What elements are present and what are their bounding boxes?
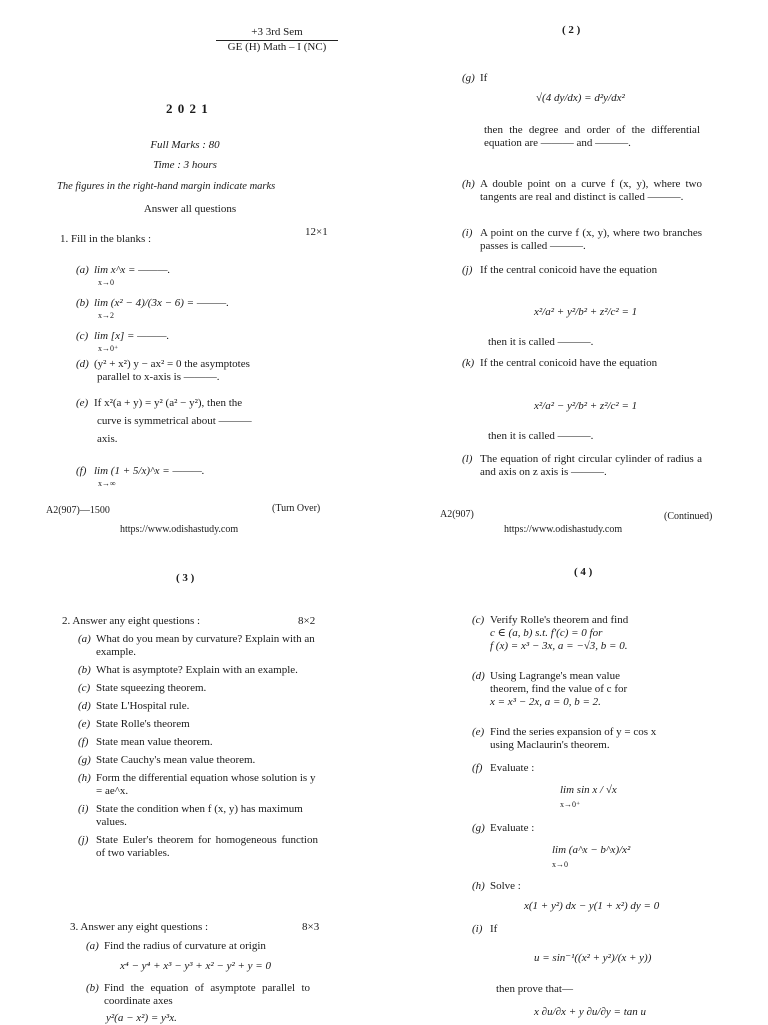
item-3h-equation: x(1 + y²) dx − y(1 + x²) dy = 0 xyxy=(524,900,660,912)
item-1a: (a) lim x^x = ———. xyxy=(76,264,171,276)
item-1c-sub: x→0⁺ xyxy=(98,344,119,353)
item-3a-equation: x⁴ − y⁴ + x³ − y³ + x² − y² + y = 0 xyxy=(120,960,271,972)
question-2-list xyxy=(78,633,318,865)
list-item: (h) Form the differential equation whose solution is y = ae^x. xyxy=(78,772,316,797)
item-1j-equation: x²/a² + y²/b² + z²/c² = 1 xyxy=(534,306,638,318)
item-1b: (b) lim (x² − 4)/(3x − 6) = ———. xyxy=(76,297,229,309)
item-1k-equation: x²/a² − y²/b² + z²/c² = 1 xyxy=(534,400,638,412)
item-1k: (k) If the central conicoid have the equation xyxy=(462,357,658,369)
item-1j: (j) If the central conicoid have the equation xyxy=(462,264,658,276)
item-1d: (d) (y² + x²) y − ax² = 0 the asymptotes parallel to x-axis is ———. xyxy=(76,358,250,383)
page-4 xyxy=(384,540,768,1024)
item-3e: (e) Find the series expansion of y = cos x using Maclaurin's theorem. xyxy=(472,726,657,751)
item-1f-sub: x→∞ xyxy=(98,479,116,488)
item-1g-label: (g) If xyxy=(462,72,488,84)
list-item: (g) State Cauchy's mean value theorem. xyxy=(78,754,256,766)
page-number: ( 2 ) xyxy=(562,24,581,36)
course-code: GE (H) Math – I (NC) xyxy=(227,41,327,53)
item-3a: (a) Find the radius of curvature at origin xyxy=(86,940,266,952)
item-1a-sub: x→0 xyxy=(98,278,114,287)
list-item: (c) State squeezing theorem. xyxy=(78,682,207,694)
page-1 xyxy=(0,0,384,516)
list-item: (e) State Rolle's theorem xyxy=(78,718,190,730)
item-3i: (i) If xyxy=(472,923,498,935)
page-number: ( 3 ) xyxy=(176,572,195,584)
item-3f-equation: lim sin x / √x xyxy=(560,784,617,796)
list-item: (a) What do you mean by curvature? Explain with an example. xyxy=(78,633,315,658)
semester-label: +3 3rd Sem xyxy=(251,26,303,38)
watermark-url-1: https://www.odishastudy.com xyxy=(120,524,239,535)
item-1g-text: then the degree and order of the differential equation are ——— and ———. xyxy=(484,124,700,149)
item-1g-equation: √(4 dy/dx) = d²y/dx² xyxy=(536,92,625,104)
item-3i-then: then prove that— xyxy=(496,983,573,995)
item-1i: (i) A point on the curve f (x, y), where two branches passes is called ———. xyxy=(462,227,702,252)
question-1: 1. Fill in the blanks : xyxy=(60,233,152,245)
question-2: 2. Answer any eight questions : xyxy=(62,615,201,627)
answer-all-note: Answer all questions xyxy=(143,203,237,215)
item-1f: (f) lim (1 + 5/x)^x = ———. xyxy=(76,465,205,477)
item-3c: (c) Verify Rolle's theorem and find c ∈ (a, b) s.t. f′(c) = 0 for f (x) = x³ − 3x, a = −√3, b = 0. xyxy=(472,614,629,652)
list-item: (b) What is asymptote? Explain with an example. xyxy=(78,664,298,676)
footer-code: A2(907) xyxy=(440,509,474,520)
watermark-url-2: https://www.odishastudy.com xyxy=(504,524,623,535)
item-1l: (l) The equation of right circular cylinder of radius a and axis on z axis is ———. xyxy=(462,453,702,478)
margin-note: The figures in the right-hand margin indicate marks xyxy=(57,181,276,192)
item-3b-equation: y²(a − x²) = y³x. xyxy=(106,1012,177,1024)
item-3d: (d) Using Lagrange's mean value theorem, find the value of c for x = x³ − 2x, a = 0, b = 2. xyxy=(472,670,628,708)
page-3 xyxy=(0,540,384,1024)
page-number: ( 4 ) xyxy=(574,566,593,578)
item-1h: (h) A double point on a curve f (x, y), where two tangents are real and distinct is called ———. xyxy=(462,178,702,203)
footer-turn-over: (Turn Over) xyxy=(272,503,321,514)
list-item: (d) State L'Hospital rule. xyxy=(78,700,190,712)
page-2 xyxy=(384,0,768,522)
list-item: (j) State Euler's theorem for homogeneous function of two variables. xyxy=(78,834,318,859)
item-3f-sub: x→0⁺ xyxy=(560,800,581,809)
item-3i-prove: x ∂u/∂x + y ∂u/∂y = tan u xyxy=(534,1006,647,1018)
question-3: 3. Answer any eight questions : xyxy=(70,921,209,933)
list-item: (f) State mean value theorem. xyxy=(78,736,213,748)
list-item: (i) State the condition when f (x, y) has maximum values. xyxy=(78,803,303,828)
question-3-marks: 8×3 xyxy=(302,921,320,933)
item-3h: (h) Solve : xyxy=(472,880,521,892)
item-1j-then: then it is called ———. xyxy=(488,336,594,348)
item-1c: (c) lim [x] = ———. xyxy=(76,330,170,342)
item-3b: (b) Find the equation of asymptote parallel to coordinate axes xyxy=(86,982,310,1007)
item-3i-equation: u = sin⁻¹((x² + y²)/(x + y)) xyxy=(534,952,652,964)
question-1-marks: 12×1 xyxy=(305,226,328,238)
item-3g: (g) Evaluate : xyxy=(472,822,535,834)
item-1e: (e) If x²(a + y) = y² (a² − y²), then the curve is symmetrical about ——— axis. xyxy=(76,397,252,445)
item-3f: (f) Evaluate : xyxy=(472,762,535,774)
item-1k-then: then it is called ———. xyxy=(488,430,594,442)
item-3g-equation: lim (a^x − b^x)/x² xyxy=(552,844,631,856)
item-1b-sub: x→2 xyxy=(98,311,114,320)
footer-code: A2(907)—1500 xyxy=(46,505,110,516)
time-allowed: Time : 3 hours xyxy=(153,159,217,171)
footer-continued: (Continued) xyxy=(664,511,713,522)
question-2-marks: 8×2 xyxy=(298,615,316,627)
exam-year: 2 0 2 1 xyxy=(166,101,209,116)
item-3g-sub: x→0 xyxy=(552,860,568,869)
full-marks: Full Marks : 80 xyxy=(150,139,220,151)
